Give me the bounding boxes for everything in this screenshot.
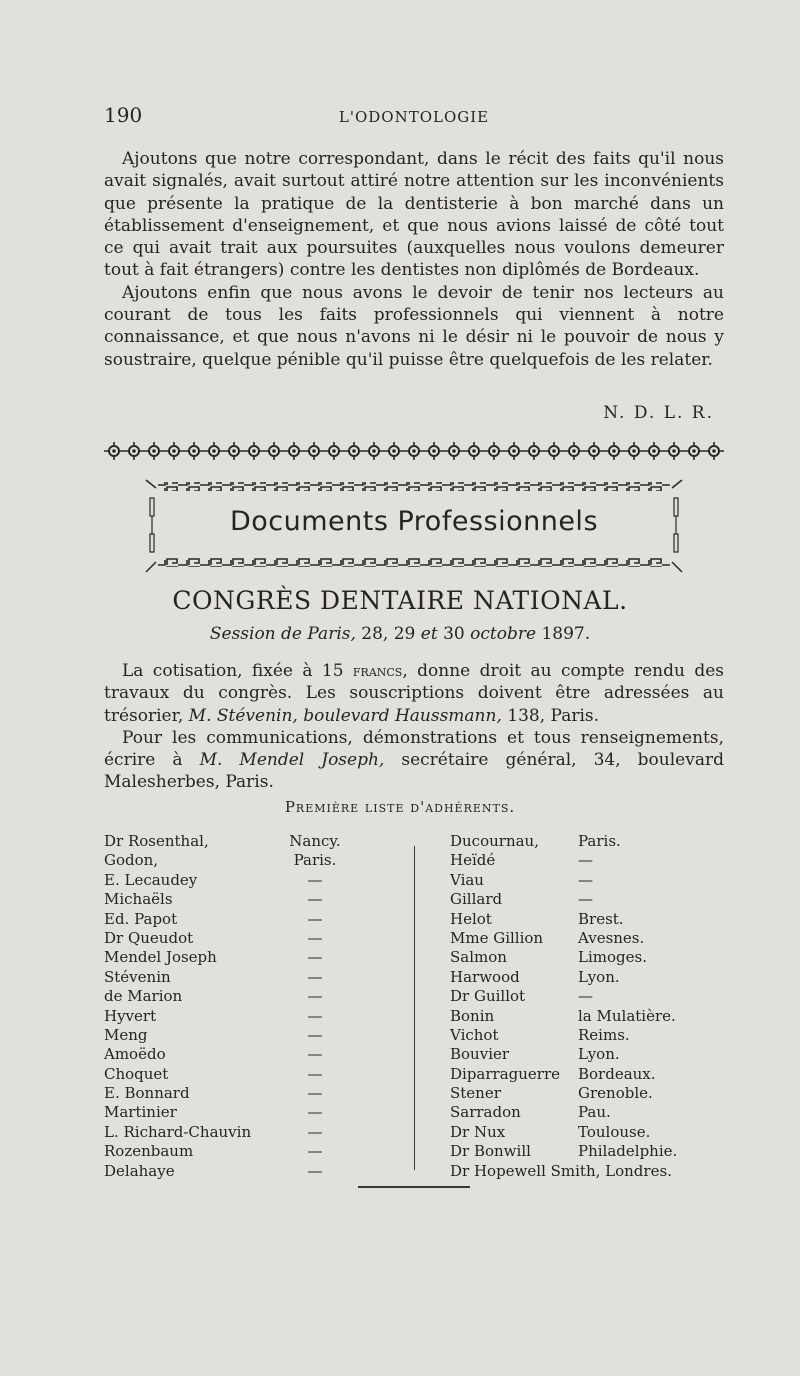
member-city: — [307, 1084, 323, 1103]
member-city: la Mulatière. [578, 1006, 676, 1025]
cotisation-paragraph [104, 660, 724, 727]
member-name: Mme Gillion [450, 928, 544, 947]
member-city: Paris. [293, 851, 337, 870]
secretary-name: M. Mendel Joseph, [199, 750, 385, 771]
session-dates-1: 28, 29 [361, 624, 416, 644]
member-city: Limoges. [578, 948, 647, 967]
members-column-right [450, 832, 760, 1181]
member-row [104, 1123, 404, 1142]
member-row [450, 1007, 760, 1026]
member-city: — [307, 1161, 323, 1180]
paragraph-2: Ajoutons enfin que nous avons le devoir de tenir nos lecteurs au courant de tous les faits professionnels qui viennent à notre connaissance, et que nous n'avons ni le désir ni le pouvoir de nous y soustraire, quelque pénible qu'il puisse être quelquefois de les relater. [104, 282, 724, 370]
signature: N. D. L. R. [603, 403, 714, 423]
member-row [450, 832, 760, 851]
member-name: Stévenin [104, 967, 171, 986]
member-city: — [307, 1103, 323, 1122]
session-label: Session de Paris, [209, 624, 356, 644]
member-name: Dr Queudot [104, 928, 194, 947]
member-city: — [578, 870, 593, 889]
section-banner [144, 478, 684, 574]
member-name: Godon, [104, 851, 159, 870]
text-run: Pour les communications, démonstrations et tous renseignements, écrire à [104, 727, 724, 771]
member-city: — [307, 870, 323, 889]
member-row [450, 987, 760, 1006]
congress-body [104, 660, 724, 794]
member-row [450, 910, 760, 929]
tresorier-address: M. Stévenin, boulevard Haussmann, [188, 705, 502, 726]
member-name: Harwood [450, 967, 520, 986]
member-city: Brest. [578, 909, 624, 928]
member-city: — [578, 851, 593, 870]
member-name: Hyvert [104, 1006, 157, 1025]
member-city: — [307, 987, 323, 1006]
member-row [104, 1103, 404, 1122]
member-name: Salmon [450, 948, 507, 967]
member-city: Toulouse. [578, 1122, 651, 1141]
running-header [104, 103, 724, 133]
member-city: — [307, 1122, 323, 1141]
member-name: E. Lecaudey [104, 870, 198, 889]
member-city: — [307, 1064, 323, 1083]
member-name: Diparraguerre [450, 1064, 561, 1083]
member-row [450, 948, 760, 967]
member-name: Dr Hopewell Smith, Londres. [450, 1161, 672, 1180]
member-row [450, 1162, 760, 1181]
text-run: La cotisation, fixée à 15 [122, 661, 353, 681]
member-city: Paris. [578, 832, 621, 850]
section-title: Documents Professionnels [229, 506, 599, 537]
member-city: Reims. [578, 1025, 630, 1044]
member-city: — [307, 909, 323, 928]
member-row [450, 1103, 760, 1122]
member-city: Philadelphie. [578, 1142, 678, 1161]
member-row [104, 1084, 404, 1103]
member-row [104, 1142, 404, 1161]
session-year: 1897. [541, 624, 591, 644]
member-name: Gillard [450, 890, 503, 909]
member-row [450, 851, 760, 870]
member-city: Pau. [578, 1103, 611, 1122]
text-run: , donne droit au compte rendu des travaux du congrès. Les souscriptions doivent être adressées au trésorier, [104, 661, 724, 726]
column-divider [414, 846, 415, 1170]
member-row [104, 1045, 404, 1064]
member-name: Dr Guillot [450, 987, 526, 1006]
member-name: Vichot [450, 1025, 499, 1044]
member-row [450, 1065, 760, 1084]
member-name: Heïdé [450, 851, 496, 870]
text-run: francs [352, 662, 403, 680]
member-row [104, 890, 404, 909]
member-city: — [307, 1025, 323, 1044]
text-run: secrétaire général, 34, boulevard Malesherbes, Paris. [104, 750, 724, 793]
ornamental-divider [104, 440, 724, 462]
member-city: — [307, 1142, 323, 1161]
member-name: Meng [104, 1025, 148, 1044]
member-row [104, 948, 404, 967]
member-name: Dr Nux [450, 1122, 506, 1141]
member-city: — [578, 890, 593, 909]
page-number: 190 [104, 103, 143, 127]
member-row [450, 1045, 760, 1064]
member-row [104, 1162, 404, 1181]
member-row [104, 1007, 404, 1026]
member-row [450, 1026, 760, 1045]
paragraph-1: Ajoutons que notre correspondant, dans le récit des faits qu'il nous avait signalés, avait surtout attiré notre attention sur les inconvénients que présente la pratique de la dentisterie à bon marché dans un établissement d'enseignement, et que nous avions laissé de côté tout ce qui avait trait aux poursuites (auxquelles nous voulons demeurer tout à fait étrangers) contre les dentistes non diplômés de Bordeaux. [104, 149, 724, 281]
member-name: Viau [450, 870, 484, 889]
member-name: E. Bonnard [104, 1084, 190, 1103]
member-city: — [307, 1045, 323, 1064]
member-row [104, 968, 404, 987]
member-row [450, 968, 760, 987]
member-row [450, 1123, 760, 1142]
member-name: Martinier [104, 1103, 177, 1122]
member-city: — [307, 1006, 323, 1025]
list-heading [0, 798, 800, 816]
member-name: Michaëls [104, 890, 173, 909]
member-row [104, 871, 404, 890]
member-city: — [307, 890, 323, 909]
member-name: Delahaye [104, 1161, 175, 1180]
editorial-note [104, 148, 724, 371]
member-row [104, 1026, 404, 1045]
member-row [104, 929, 404, 948]
list-heading-text: Première liste d'adhérents. [284, 798, 516, 816]
member-name: Dr Bonwill [450, 1142, 531, 1161]
member-name: de Marion [104, 987, 183, 1006]
member-row [104, 832, 404, 851]
member-city: Nancy. [289, 832, 341, 850]
member-row [450, 890, 760, 909]
session-line [0, 624, 800, 644]
member-name: Amoëdo [104, 1045, 166, 1064]
member-name: Sarradon [450, 1103, 521, 1122]
member-city: Lyon. [578, 1045, 620, 1064]
member-city: Bordeaux. [578, 1064, 656, 1083]
member-row [104, 987, 404, 1006]
member-name: Mendel Joseph [104, 948, 217, 967]
member-city: Avesnes. [578, 928, 645, 947]
member-city: — [307, 948, 323, 967]
running-title: L'ODONTOLOGIE [338, 108, 490, 126]
member-name: Bonin [450, 1006, 495, 1025]
member-name: Stener [450, 1084, 501, 1103]
member-city: — [307, 928, 323, 947]
member-city: Grenoble. [578, 1084, 653, 1103]
text-run: 138, Paris. [501, 705, 600, 726]
session-et: et [420, 624, 438, 644]
communications-paragraph [104, 727, 724, 794]
member-name: Ducournau, [450, 832, 539, 850]
member-row [450, 929, 760, 948]
member-name: Helot [450, 909, 492, 928]
end-rule [358, 1186, 470, 1188]
member-name: Ed. Papot [104, 909, 178, 928]
member-row [104, 1065, 404, 1084]
congress-title: CONGRÈS DENTAIRE NATIONAL. [172, 586, 628, 615]
member-name: Dr Rosenthal, [104, 832, 209, 850]
session-dates-2: 30 [443, 624, 465, 644]
member-name: L. Richard-Chauvin [104, 1122, 252, 1141]
session-month: octobre [470, 624, 537, 644]
members-column-left [104, 832, 404, 1181]
member-row [104, 851, 404, 870]
member-city: Lyon. [578, 967, 620, 986]
member-row [450, 1142, 760, 1161]
member-city: — [578, 987, 593, 1006]
member-row [450, 871, 760, 890]
member-row [104, 910, 404, 929]
member-name: Rozenbaum [104, 1142, 194, 1161]
member-row [450, 1084, 760, 1103]
member-city: — [307, 967, 323, 986]
member-name: Choquet [104, 1064, 169, 1083]
member-name: Bouvier [450, 1045, 510, 1064]
